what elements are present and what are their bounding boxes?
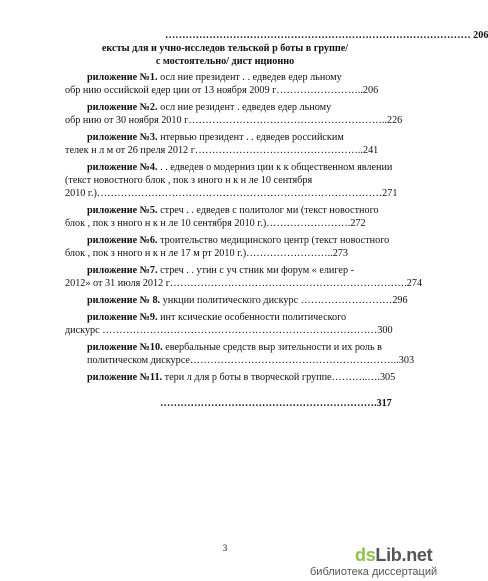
- toc-entry-6-cont: блок , пок з нного н к н ле 17 м рт 2010 г.)……………………..273: [65, 248, 348, 259]
- toc-entry-6-label: риложение №6.: [87, 235, 158, 246]
- toc-entry-4: [87, 162, 392, 174]
- dslib-logo-lib: Lib.net: [375, 545, 433, 565]
- toc-entry-6-title: троительство медицинского центр (текст новостного: [157, 235, 390, 246]
- toc-entry-1-label: риложение №1.: [87, 72, 158, 83]
- toc-entry-3-cont: телек н л м от 26 преля 2012 г…………………………………………..241: [65, 145, 379, 156]
- toc-entry-11-title: тери л для р боты в творческой группе………..….305: [162, 372, 396, 383]
- toc-entry-1: [87, 72, 342, 84]
- toc-entry-5-title: стреч . . едведев с политолог ми (текст новостного: [157, 205, 379, 216]
- toc-entry-4-label: риложение №4.: [87, 162, 158, 173]
- toc-entry-11-label: риложение №11.: [87, 372, 163, 383]
- toc-entry-7: [87, 265, 354, 277]
- toc-bottom-leader: ……………………………………………………….317: [160, 398, 392, 409]
- toc-entry-7-label: риложение №7.: [87, 265, 158, 276]
- section-title-line-1: ексты для и учно-исследов тельской р боты в группе/: [101, 43, 349, 54]
- toc-entry-2-title: осл ние резидент . едведев едер льному: [157, 102, 332, 113]
- toc-entry-8: [87, 295, 408, 307]
- toc-entry-11: [87, 372, 395, 384]
- page-number: 3: [222, 543, 228, 553]
- toc-entry-5: [87, 205, 379, 217]
- dslib-tagline: библиотека диссертаций: [310, 566, 438, 578]
- toc-entry-9-title: инт ксические особенности политического: [157, 312, 347, 323]
- toc-entry-10-label: риложение №10.: [87, 342, 163, 353]
- toc-entry-2-cont: обр нию от 30 ноября 2010 г…………………………………………………..226: [65, 115, 403, 126]
- dslib-logo: [355, 545, 432, 566]
- toc-entry-3: [87, 132, 344, 144]
- toc-entry-5-cont: блок , пок з нного н к н ле 10 сентября 2010 г.)…………………….272: [65, 218, 366, 229]
- section-title-line-2: с мостоятельно/ дист нционно: [155, 56, 295, 67]
- toc-entry-10-title: евербальные средств выр зительности и их роль в: [162, 342, 382, 353]
- toc-top-leader: ……………………………………………………………………………… 206: [165, 30, 488, 41]
- toc-entry-3-title: нтервью президент . . едведев российским: [157, 132, 344, 143]
- toc-entry-2-label: риложение №2.: [87, 102, 158, 113]
- toc-entry-1-cont: обр нию оссийской едер ции от 13 ноября 2009 г……………………..206: [65, 85, 379, 96]
- toc-entry-1-title: осл ние президент . . едведев едер льному: [157, 72, 342, 83]
- toc-entry-6: [87, 235, 389, 247]
- dslib-logo-ds: ds: [355, 545, 376, 565]
- toc-entry-2: [87, 102, 331, 114]
- toc-entry-5-label: риложение №5.: [87, 205, 158, 216]
- toc-entry-9-cont: дискурс ………………………………………………………………………300: [65, 325, 393, 336]
- toc-entry-9: [87, 312, 346, 324]
- toc-entry-4-cont-2: 2010 г.)…………………………………………………………………………271: [65, 188, 398, 199]
- toc-entry-10: [87, 342, 382, 354]
- toc-entry-10-cont: политическом дискурсе……………………………………………………..303: [87, 355, 415, 366]
- toc-entry-3-label: риложение №3.: [87, 132, 158, 143]
- toc-entry-9-label: риложение №9.: [87, 312, 158, 323]
- toc-entry-7-cont: 2012» от 31 июля 2012 г…………………………………………………………….274: [65, 278, 423, 289]
- toc-entry-7-title: стреч . . утин с уч стник ми форум « елигер -: [157, 265, 354, 276]
- toc-entry-4-title: . . едведев о модерниз ции к к общественном явлении: [157, 162, 393, 173]
- toc-entry-8-title: ункции политического дискурс ………………………296: [160, 295, 408, 306]
- toc-entry-8-label: риложение № 8.: [87, 295, 161, 306]
- toc-entry-4-cont-1: (текст новостного блок , пок з иного н к н ле 10 сентября: [65, 175, 313, 186]
